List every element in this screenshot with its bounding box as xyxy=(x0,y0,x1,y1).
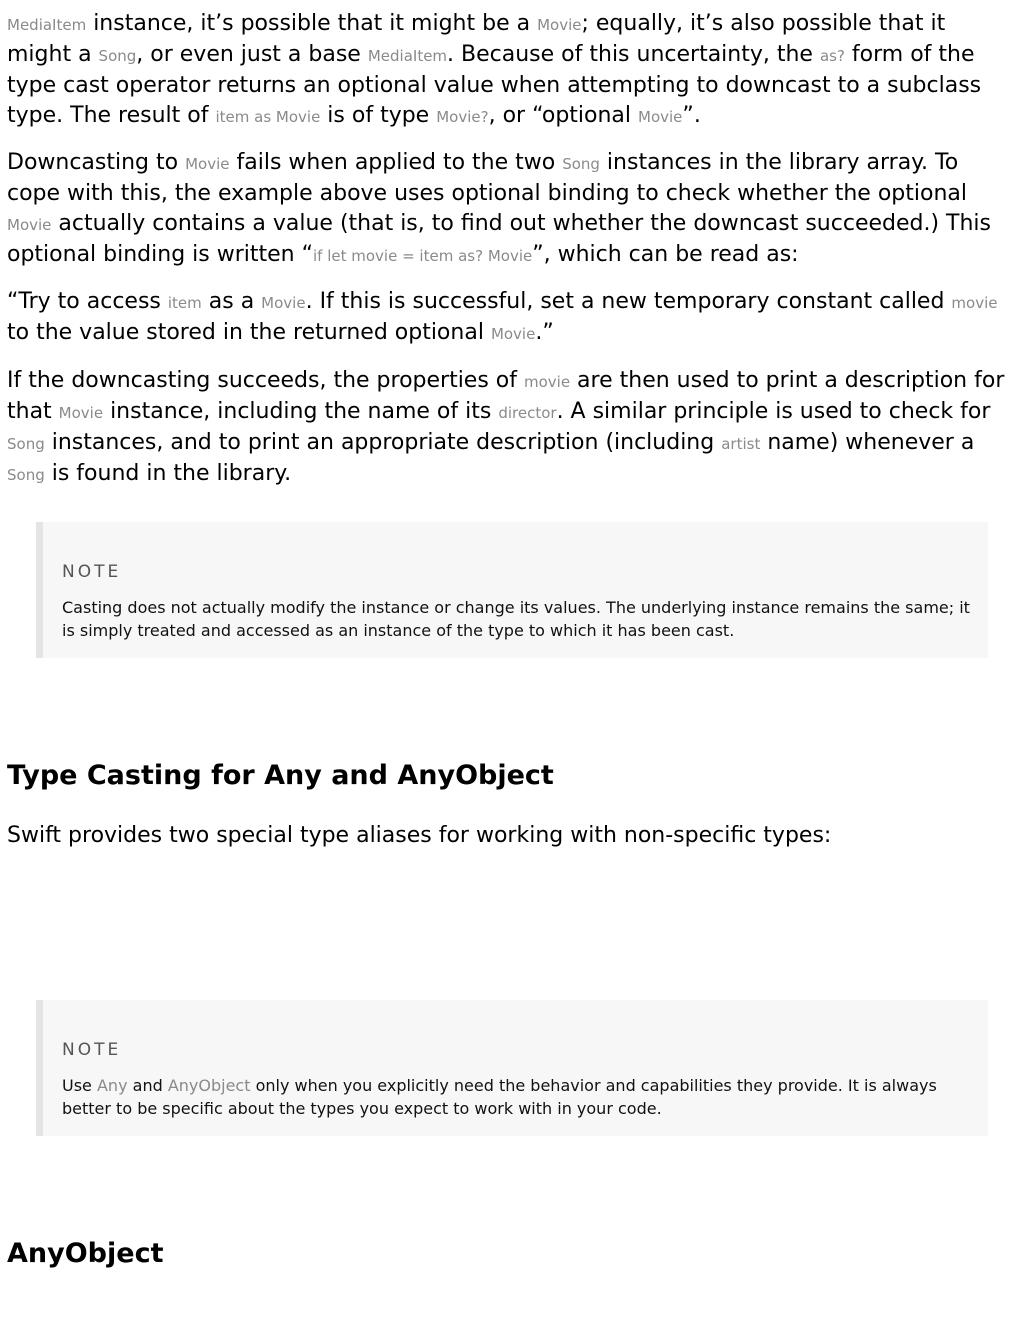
paragraph-type-aliases xyxy=(7,821,1015,851)
text-run: . Because of this uncertainty, the xyxy=(447,42,820,67)
inline-code: Movie? xyxy=(436,108,489,126)
note-box-any-anyobject xyxy=(36,1000,988,1136)
inline-code: Movie xyxy=(261,294,306,312)
inline-code: MediaItem xyxy=(367,47,448,65)
text-run: as a xyxy=(201,289,262,314)
inline-code: Song xyxy=(7,466,45,484)
text-run: Use xyxy=(62,1076,97,1095)
inline-code: AnyObject xyxy=(167,1076,251,1095)
inline-code: item as Movie xyxy=(215,108,321,126)
inline-code: Movie xyxy=(58,404,104,422)
text-run: name) whenever a xyxy=(760,430,975,455)
text-run: actually contains a value (that is, to find out whether the downcast succeeded.) This optional binding is written “ xyxy=(7,211,992,267)
note-box-casting xyxy=(36,522,988,658)
text-run: , or “optional xyxy=(488,103,639,128)
text-run: . If this is successful, set a new temporary constant called xyxy=(305,289,952,314)
note-text: Casting does not actually modify the instance or change its values. The underlying instance remains the same; it is simply treated and accessed as an instance of the type to which it has been cast. xyxy=(62,598,970,640)
inline-code: MediaItem xyxy=(7,16,87,34)
text-run: fails when applied to the two xyxy=(229,150,563,175)
text-run: Swift provides two special type aliases for working with non-specific types: xyxy=(7,823,832,848)
text-run: ”, which can be read as: xyxy=(532,242,799,267)
inline-code: if let movie = item as? Movie xyxy=(313,247,533,265)
text-run: is found in the library. xyxy=(44,461,292,486)
paragraph-downcast-success xyxy=(7,366,1015,490)
text-run: instances, and to print an appropriate description (including xyxy=(44,430,722,455)
inline-code: Song xyxy=(7,435,45,453)
text-run: instances in the library array. To cope with this, the example above uses optional binding to check whether the optional xyxy=(7,150,967,206)
inline-code: item xyxy=(167,294,202,312)
inline-code: Any xyxy=(96,1076,128,1095)
text-run: form of the type cast operator returns an optional value when attempting to downcast to a subclass type. The result of xyxy=(7,42,982,128)
inline-code: Movie xyxy=(537,16,582,34)
text-run: only when you explicitly need the behavior and capabilities they provide. It is always better to be specific about the types you expect to work with in your code. xyxy=(62,1076,937,1118)
note-title: NOTE xyxy=(62,1040,122,1060)
text-run: and xyxy=(127,1076,168,1095)
text-run: instance, it’s possible that it might be a xyxy=(86,11,538,36)
text-run: “Try to access xyxy=(7,289,168,314)
inline-code: Movie xyxy=(490,325,536,343)
text-run: is of type xyxy=(320,103,437,128)
text-run: Downcasting to xyxy=(7,150,186,175)
text-run: , or even just a base xyxy=(136,42,368,67)
inline-code: Song xyxy=(98,47,137,65)
inline-code: Song xyxy=(562,155,600,173)
inline-code: Movie xyxy=(638,108,683,126)
paragraph-optional-binding xyxy=(7,148,1015,271)
text-run: ”. xyxy=(682,103,701,128)
text-run: are then used to print a description for that xyxy=(7,368,1005,424)
inline-code: Movie xyxy=(7,216,52,234)
section-heading-type-casting-any: Type Casting for Any and AnyObject xyxy=(7,760,554,791)
text-run: . A similar principle is used to check for xyxy=(556,399,991,424)
text-run: to the value stored in the returned optional xyxy=(7,320,491,345)
inline-code: artist xyxy=(721,435,761,453)
note-text xyxy=(62,1074,982,1120)
text-run: .” xyxy=(535,320,554,345)
inline-code: as? xyxy=(819,47,845,65)
text-run: If the downcasting succeeds, the properties of xyxy=(7,368,524,393)
inline-code: director xyxy=(498,404,557,422)
inline-code: Movie xyxy=(185,155,230,173)
inline-code: movie xyxy=(524,373,571,391)
paragraph-quote xyxy=(7,287,1015,349)
note-title: NOTE xyxy=(62,562,122,582)
paragraph-downcast-uncertainty xyxy=(7,9,1015,132)
inline-code: movie xyxy=(951,294,998,312)
text-run: instance, including the name of its xyxy=(103,399,499,424)
text-run: ; equally, it’s also possible that it might a xyxy=(7,11,946,67)
section-heading-anyobject: AnyObject xyxy=(7,1238,164,1269)
